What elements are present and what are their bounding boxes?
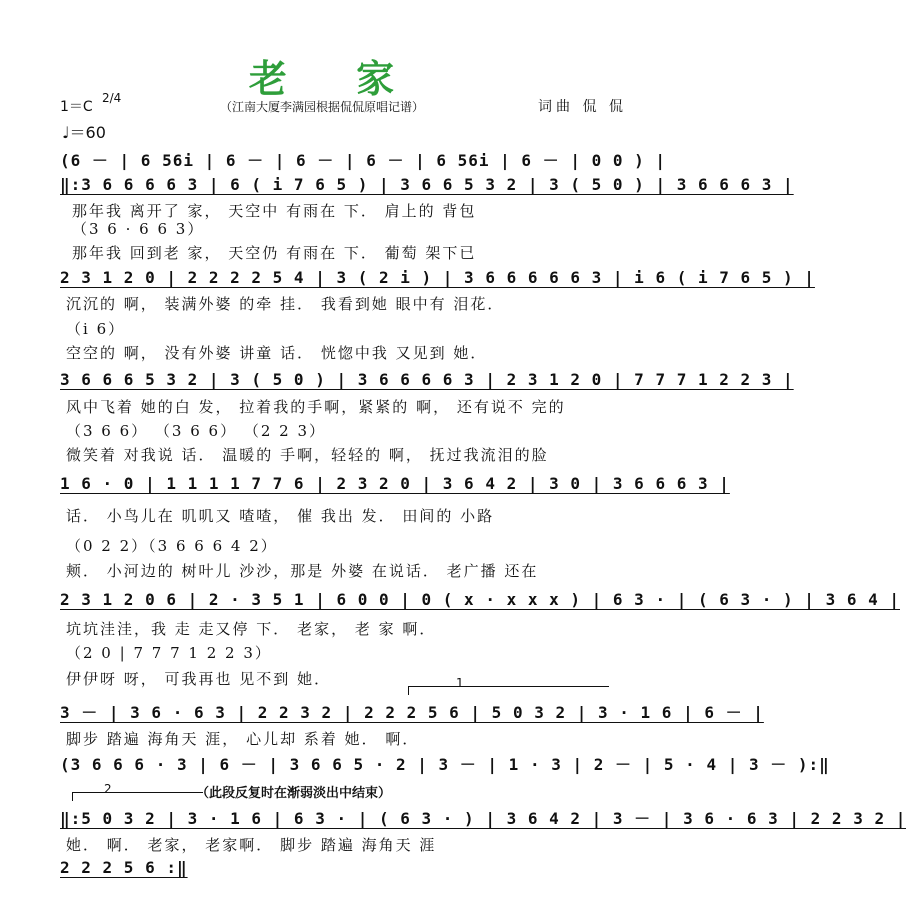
lyric-line: 颊． 小河边的 树叶儿 沙沙，那是 外婆 在说话． 老广播 还在 bbox=[66, 562, 539, 580]
notation-line: 3 － | 3 6 · 6 3 | 2 2 3 2 | 2 2 2 5 6 | 5 0 3 2 | 3 · 1 6 | 6 － | bbox=[60, 703, 764, 722]
lyric-line: 脚步 踏遍 海角天 涯， 心儿却 系着 她． 啊． bbox=[66, 730, 420, 748]
notation-line: 2 3 1 2 0 | 2 2 2 2 5 4 | 3 ( 2 i ) | 3 6 6 6 6 6 3 | i 6 ( i 7 6 5 ) | bbox=[60, 268, 815, 287]
volta-number-1: 1 bbox=[456, 676, 464, 690]
transcription-note: （江南大厦李满园根据侃侃原唱记谱） bbox=[220, 100, 425, 114]
lyric-line: 她． 啊． 老家， 老家啊． 脚步 踏遍 海角天 涯 bbox=[66, 836, 437, 854]
lyric-line: （3 6 · 6 6 3） bbox=[72, 220, 205, 238]
credits: 词曲 侃 侃 bbox=[538, 99, 627, 115]
notation-line: ‖:5 0 3 2 | 3 · 1 6 | 6 3 · | ( 6 3 · ) | 3 6 4 2 | 3 － | 3 6 · 6 3 | 2 2 3 2 | bbox=[60, 809, 906, 828]
tempo-mark: ♩＝60 bbox=[62, 123, 106, 142]
lyric-line: 伊伊呀 呀， 可我再也 见不到 她． bbox=[66, 670, 332, 688]
lyric-line: 空空的 啊， 没有外婆 讲童 话． 恍惚中我 又见到 她． bbox=[66, 344, 488, 362]
lyric-line: （0 2 2）（3 6 6 6 4 2） bbox=[66, 537, 278, 555]
volta-bracket-2 bbox=[72, 792, 203, 801]
lyric-line: 话． 小鸟儿在 叽叽又 喳喳， 催 我出 发． 田间的 小路 bbox=[66, 507, 495, 525]
notation-line: (3 6 6 6 · 3 | 6 － | 3 6 6 5 · 2 | 3 － | 1 · 3 | 2 － | 5 · 4 | 3 － ):‖ bbox=[60, 755, 830, 774]
key-signature: 1＝C bbox=[60, 99, 93, 115]
song-title: 老 家 bbox=[248, 57, 423, 101]
lyric-line: （3 6 6） （3 6 6） （2 2 3） bbox=[66, 422, 327, 440]
notation-line: 1 6 · 0 | 1 1 1 1 7 7 6 | 2 3 2 0 | 3 6 4 2 | 3 0 | 3 6 6 6 3 | bbox=[60, 474, 730, 493]
lyric-line: 风中飞着 她的白 发， 拉着我的手啊，紧紧的 啊， 还有说不 完的 bbox=[66, 398, 566, 416]
lyric-line: 那年我 回到老 家， 天空仍 有雨在 下． 葡萄 架下已 bbox=[72, 244, 477, 262]
notation-line: 2 3 1 2 0 6 | 2 · 3 5 1 | 6 0 0 | 0 ( x · x x x ) | 6 3 · | ( 6 3 · ) | 3 6 4 | bbox=[60, 590, 900, 609]
repeat-instruction: （此段反复时在渐弱淡出中结束） bbox=[196, 786, 392, 801]
notation-line: 3 6 6 6 5 3 2 | 3 ( 5 0 ) | 3 6 6 6 6 3 | 2 3 1 2 0 | 7 7 7 1 2 2 3 | bbox=[60, 370, 794, 389]
lyric-line: 沉沉的 啊， 装满外婆 的牵 挂． 我看到她 眼中有 泪花． bbox=[66, 295, 505, 313]
time-signature: 2/4 bbox=[102, 91, 122, 105]
volta-number-2: 2 bbox=[104, 782, 112, 796]
lyric-line: （2 0 | 7 7 7 1 2 2 3） bbox=[66, 644, 272, 662]
lyric-line: 那年我 离开了 家， 天空中 有雨在 下． 肩上的 背包 bbox=[72, 202, 477, 220]
notation-line: (6 － | 6 56i | 6 － | 6 － | 6 － | 6 56i | 6 － | 0 0 ) | bbox=[60, 151, 667, 170]
volta-bracket-1 bbox=[408, 686, 609, 695]
lyric-line: （i 6） bbox=[66, 320, 126, 338]
notation-line: 2 2 2 5 6 :‖ bbox=[60, 858, 188, 877]
lyric-line: 坑坑洼洼，我 走 走又停 下． 老家， 老 家 啊． bbox=[66, 620, 437, 638]
notation-line: ‖:3 6 6 6 6 3 | 6 ( i 7 6 5 ) | 3 6 6 5 3 2 | 3 ( 5 0 ) | 3 6 6 6 3 | bbox=[60, 175, 794, 194]
lyric-line: 微笑着 对我说 话． 温暖的 手啊，轻轻的 啊， 抚过我流泪的脸 bbox=[66, 446, 549, 464]
